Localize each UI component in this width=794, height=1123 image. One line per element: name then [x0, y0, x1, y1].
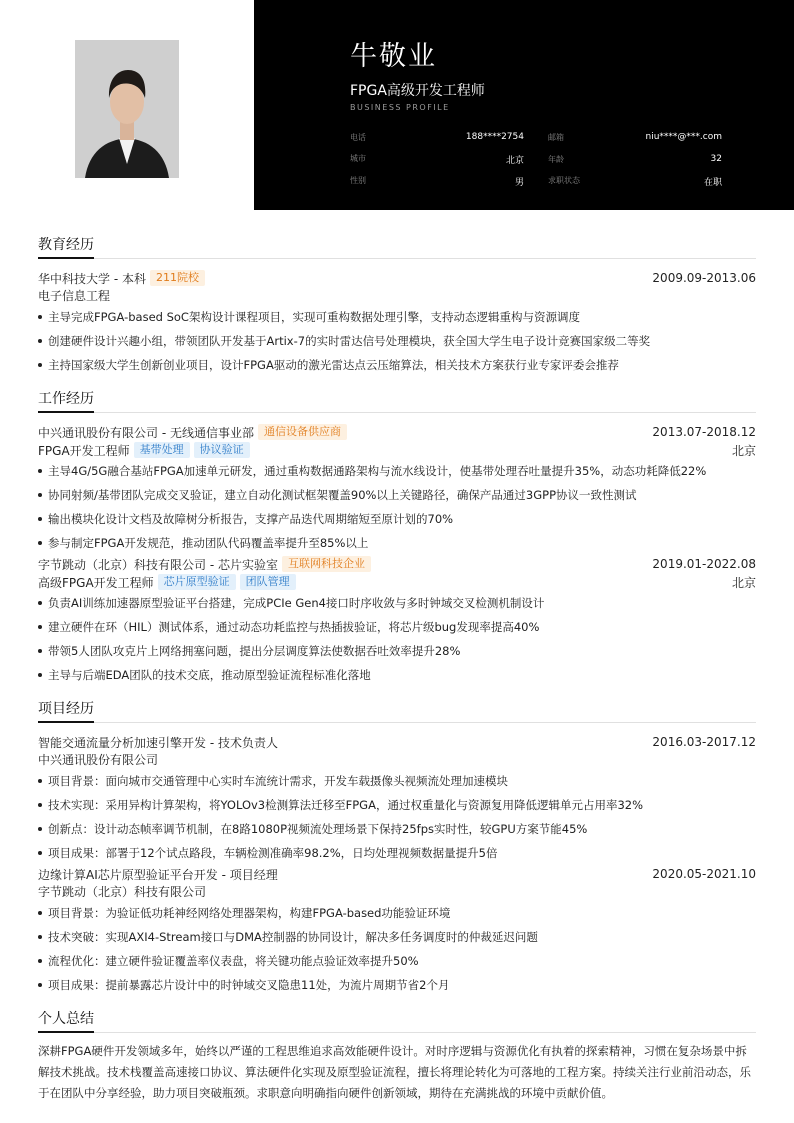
info-label: 城市 — [350, 153, 366, 163]
list-item: 流程优化：建立硬件验证覆盖率仪表盘，将关键功能点验证效率提升50% — [38, 949, 756, 973]
list-item: 输出模块化设计文档及故障树分析报告，支撑产品迭代周期缩短至原计划的70% — [38, 507, 756, 531]
profile-subtitle: BUSINESS PROFILE — [350, 103, 450, 112]
company-tag: 互联网科技企业 — [282, 556, 371, 572]
skill-tag: 芯片原型验证 — [158, 574, 236, 590]
education-section — [38, 234, 756, 377]
education-bullets — [38, 305, 756, 377]
info-value: 北京 — [505, 155, 524, 166]
section-title: 工作经历 — [38, 388, 756, 413]
list-item: 项目背景：为验证低功耗神经网络处理器架构，构建FPGA-based功能验证环境 — [38, 901, 756, 925]
list-item: 建立硬件在环（HIL）测试体系，通过动态功耗监控与热插拔验证，将芯片级bug发现率提高40% — [38, 615, 756, 639]
job-city: 北京 — [731, 443, 756, 458]
list-item: 创建硬件设计兴趣小组，带领团队开发基于Artix-7的实时雷达信号处理模块，获全国大学生电子设计竞赛国家级二等奖 — [38, 329, 756, 353]
school-tag: 211院校 — [150, 270, 205, 286]
job-bullets — [38, 459, 756, 555]
list-item: 带领5人团队攻克片上网络拥塞问题，提出分层调度算法使数据吞吐效率提升28% — [38, 639, 756, 663]
section-title: 项目经历 — [38, 698, 756, 723]
info-label: 性别 — [350, 175, 366, 185]
skill-tag: 团队管理 — [240, 574, 296, 590]
list-item: 主导完成FPGA-based SoC架构设计课程项目，实现可重构数据处理引擎，支持动态逻辑重构与资源调度 — [38, 305, 756, 329]
section-title: 个人总结 — [38, 1008, 756, 1033]
info-value: niu****@***.com — [645, 131, 722, 142]
list-item: 主导与后端EDA团队的技术交底，推动原型验证流程标准化落地 — [38, 663, 756, 687]
info-label: 电话 — [350, 132, 366, 142]
list-item: 负责AI训练加速器原型验证平台搭建，完成PCIe Gen4接口时序收敛与多时钟域交叉检测机制设计 — [38, 591, 756, 615]
skill-tag: 协议验证 — [194, 442, 250, 458]
list-item: 主持国家级大学生创新创业项目，设计FPGA驱动的激光雷达点云压缩算法，相关技术方案获行业专家评委会推荐 — [38, 353, 756, 377]
list-item: 技术实现：采用异构计算架构，将YOLOv3检测算法迁移至FPGA，通过权重量化与资源复用降低逻辑单元占用率32% — [38, 793, 756, 817]
summary-section — [38, 1008, 756, 1104]
list-item: 项目背景：面向城市交通管理中心实时车流统计需求，开发车载摄像头视频流处理加速模块 — [38, 769, 756, 793]
info-value: 188****2754 — [465, 131, 524, 142]
info-label: 邮箱 — [548, 132, 564, 142]
project-date: 2016.03-2017.12 — [652, 735, 756, 749]
job-bullets — [38, 591, 756, 687]
project-name: 边缘计算AI芯片原型验证平台开发 - 项目经理 — [38, 867, 278, 882]
project-entry — [38, 865, 756, 997]
company-tag: 通信设备供应商 — [258, 424, 347, 440]
education-date: 2009.09-2013.06 — [652, 271, 756, 285]
project-date: 2020.05-2021.10 — [652, 867, 756, 881]
info-value: 32 — [710, 153, 722, 164]
info-value: 在职 — [703, 177, 722, 188]
job-city: 北京 — [731, 575, 756, 590]
list-item: 创新点：设计动态帧率调节机制，在8路1080P视频流处理场景下保持25fps实时性，较GPU方案节能45% — [38, 817, 756, 841]
project-org: 中兴通讯股份有限公司 — [38, 753, 159, 767]
summary-text: 深耕FPGA硬件开发领域多年，始终以严谨的工程思维追求高效能硬件设计。对时序逻辑与资源优化有执着的探索精神，习惯在复杂场景中拆解技术挑战。技术栈覆盖高速接口协议、算法硬件化实现及原型验证流程，擅长将理论转化为可落地的工程方案。持续关注行业前沿动态，乐于在团队中分享经验，助力项目突破瓶颈。求职意向明确指向硬件创新领域，期待在充满挑战的环境中贡献价值。 — [38, 1044, 751, 1100]
section-title: 教育经历 — [38, 234, 756, 259]
project-bullets — [38, 901, 756, 997]
info-label: 求职状态 — [548, 175, 580, 185]
list-item: 项目成果：提前暴露芯片设计中的时钟域交叉隐患11处，为流片周期节省2个月 — [38, 973, 756, 997]
work-section — [38, 388, 756, 687]
company-name: 字节跳动（北京）科技有限公司 - 芯片实验室 — [38, 557, 278, 572]
project-name: 智能交通流量分析加速引擎开发 - 技术负责人 — [38, 735, 278, 750]
project-entry — [38, 733, 756, 865]
contact-info — [350, 126, 722, 192]
candidate-name: 牛敬业 — [350, 41, 437, 72]
project-bullets — [38, 769, 756, 865]
skill-tag: 基带处理 — [134, 442, 190, 458]
job-date: 2019.01-2022.08 — [652, 557, 756, 571]
list-item: 项目成果：部署于12个试点路段，车辆检测准确率98.2%，日均处理视频数据量提升5倍 — [38, 841, 756, 865]
profile-photo — [75, 40, 179, 178]
company-name: 中兴通讯股份有限公司 - 无线通信事业部 — [38, 425, 254, 440]
job-title: FPGA高级开发工程师 — [350, 83, 485, 99]
info-value: 男 — [514, 177, 524, 188]
projects-section — [38, 698, 756, 997]
job-role: FPGA开发工程师 — [38, 443, 130, 458]
job-entry — [38, 555, 756, 687]
job-entry — [38, 423, 756, 555]
list-item: 协同射频/基带团队完成交叉验证，建立自动化测试框架覆盖90%以上关键路径，确保产品通过3GPP协议一致性测试 — [38, 483, 756, 507]
project-org: 字节跳动（北京）科技有限公司 — [38, 885, 207, 899]
major: 电子信息工程 — [38, 289, 111, 303]
job-role: 高级FPGA开发工程师 — [38, 575, 154, 590]
school-name: 华中科技大学 - 本科 — [38, 271, 146, 286]
list-item: 主导4G/5G融合基站FPGA加速单元研发，通过重构数据通路架构与流水线设计，使基带处理吞吐量提升35%，动态功耗降低22% — [38, 459, 756, 483]
job-date: 2013.07-2018.12 — [652, 425, 756, 439]
info-label: 年龄 — [548, 154, 564, 164]
list-item: 参与制定FPGA开发规范，推动团队代码覆盖率提升至85%以上 — [38, 531, 756, 555]
list-item: 技术突破：实现AXI4-Stream接口与DMA控制器的协同设计，解决多任务调度时的仲裁延迟问题 — [38, 925, 756, 949]
